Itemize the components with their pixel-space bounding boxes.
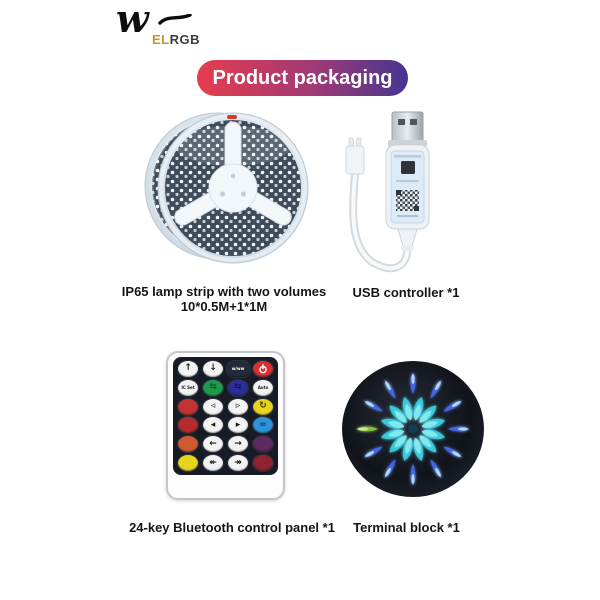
remote-key-jump-back: ↞	[203, 455, 223, 471]
terminal-block-image	[338, 358, 488, 503]
remote-key-speed-up: ⇆	[203, 380, 223, 396]
remote-key-mode-back: ◂	[203, 417, 223, 433]
remote-key-color-orange	[178, 436, 198, 452]
caption-usb-controller: USB controller *1	[352, 285, 460, 300]
remote-key-color-red-2	[178, 417, 198, 433]
remote-key-flash-mode: ≈	[253, 417, 273, 433]
reel-front	[158, 113, 308, 263]
remote-key-white-mode: w/ww	[227, 361, 250, 377]
remote-key-mode-forward: ▸	[228, 417, 248, 433]
remote-key-dark-red-mode	[253, 455, 273, 471]
remote-key-loop-mode: ↻	[253, 399, 273, 415]
section-title: Product packaging	[212, 66, 393, 89]
remote-key-color-red-1	[178, 399, 198, 415]
brand-text	[152, 32, 200, 47]
remote-key-step-back: ◃	[203, 399, 223, 415]
remote-key-brightness-down: ↓	[203, 361, 223, 377]
brand-logo	[116, 0, 216, 54]
usb-plug	[388, 112, 427, 147]
remote-key-jump-forward: ↠	[228, 455, 248, 471]
usb-controller-image	[330, 104, 480, 284]
remote-key-color-purple	[253, 436, 273, 452]
remote-key-ic-set: IC Set	[178, 380, 198, 396]
remote-key-arrow-left: ←	[203, 436, 223, 452]
caption-lamp-strip	[95, 284, 353, 314]
remote-key-speed-down: ⇆	[228, 380, 248, 396]
caption-lamp-strip-line1: IP65 lamp strip with two volumes	[121, 284, 327, 299]
logo-flick-icon	[158, 14, 192, 26]
remote-key-arrow-right: →	[228, 436, 248, 452]
caption-lamp-strip-line2: 10*0.5M+1*1M	[180, 299, 268, 314]
caption-remote: 24-key Bluetooth control panel *1	[129, 520, 335, 535]
lamp-strip-image	[135, 106, 315, 268]
chip	[401, 161, 415, 174]
section-title-banner	[197, 60, 408, 96]
remote-key-power	[253, 361, 273, 377]
remote-key-color-yellow	[178, 455, 198, 471]
remote-keys	[173, 357, 278, 475]
remote-key-step-forward: ▹	[228, 399, 248, 415]
controller-body	[386, 145, 429, 251]
brand-rgb: RGB	[169, 32, 201, 47]
bluetooth-remote-image	[166, 351, 285, 500]
remote-key-auto: Auto	[253, 380, 273, 396]
caption-terminal-block: Terminal block *1	[353, 520, 460, 535]
strip-connector	[346, 138, 364, 174]
brand-el: EL	[152, 32, 170, 47]
remote-key-brightness-up: ↑	[178, 361, 198, 377]
logo-swoosh-icon: w	[116, 0, 149, 41]
